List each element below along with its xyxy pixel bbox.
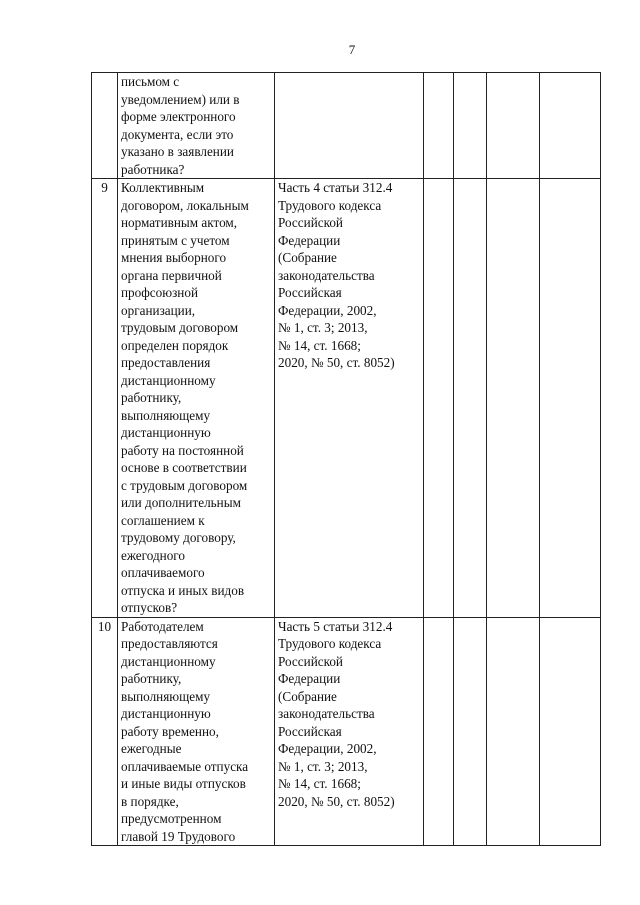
answer-no-cell — [454, 73, 487, 179]
note-cell — [540, 179, 601, 618]
answer-no-cell — [454, 617, 487, 846]
question-line: или дополнительным — [121, 495, 241, 510]
question-line: принятым с учетом — [121, 232, 230, 248]
checklist-table — [91, 72, 601, 846]
row-number — [92, 73, 118, 179]
answer-no-cell — [454, 179, 487, 618]
question-line: в порядке, — [121, 793, 179, 809]
question-line: дистанционному — [121, 372, 216, 388]
question-line: указано в заявлении — [121, 144, 234, 159]
table-row — [92, 617, 601, 846]
question-line: работнику, — [121, 390, 182, 405]
question-line: соглашением к — [121, 512, 205, 528]
reference-line: Часть 4 статьи 312.4 — [278, 180, 393, 195]
question-line: органа первичной — [121, 267, 222, 283]
answer-na-cell — [487, 73, 540, 179]
row-number: 10 — [92, 617, 118, 846]
question-line: профсоюзной — [121, 285, 199, 300]
reference-line: Федерации, 2002, — [278, 741, 377, 756]
question-line: предусмотренном — [121, 811, 222, 826]
reference-line: законодательства — [278, 706, 375, 721]
question-line: уведомлением) или в — [121, 91, 240, 107]
reference-line: Трудового кодекса — [278, 197, 382, 213]
reference-line: Трудового кодекса — [278, 636, 382, 651]
question-line: документа, если это — [121, 126, 234, 142]
answer-yes-cell — [424, 73, 454, 179]
question-line: письмом с — [121, 74, 180, 89]
reference-line: (Собрание — [278, 250, 337, 265]
question-line: оплачиваемого — [121, 565, 205, 580]
note-cell — [540, 617, 601, 846]
question-line: Коллективным — [121, 180, 205, 195]
question-line: отпусков? — [121, 600, 178, 615]
table-row — [92, 73, 601, 179]
question-line: основе в соответствии — [121, 460, 247, 475]
reference-line: Российская — [278, 723, 342, 739]
question-line: дистанционному — [121, 653, 216, 669]
reference-line: 2020, № 50, ст. 8052) — [278, 793, 395, 809]
question-line: предоставляются — [121, 636, 218, 651]
question-line: главой 19 Трудового — [121, 828, 236, 844]
row-number: 9 — [92, 179, 118, 618]
question-line: форме электронного — [121, 109, 236, 124]
legal-reference-cell — [275, 73, 424, 179]
question-line: дистанционную — [121, 706, 211, 721]
question-line: ежегодного — [121, 547, 185, 563]
question-line: работу на постоянной — [121, 442, 244, 458]
answer-na-cell — [487, 179, 540, 618]
reference-line: Российской — [278, 215, 343, 230]
page-number: 7 — [348, 42, 356, 57]
question-line: предоставления — [121, 355, 211, 370]
reference-line: Часть 5 статьи 312.4 — [278, 618, 393, 634]
reference-line: № 1, ст. 3; 2013, — [278, 758, 368, 774]
question-line: определен порядок — [121, 337, 229, 353]
question-cell — [118, 179, 275, 618]
answer-yes-cell — [424, 179, 454, 618]
reference-line: № 1, ст. 3; 2013, — [278, 320, 368, 335]
note-cell — [540, 73, 601, 179]
answer-na-cell — [487, 617, 540, 846]
reference-line: Федерации — [278, 232, 341, 248]
legal-reference-cell — [275, 617, 424, 846]
reference-line: Российская — [278, 285, 342, 300]
question-line: Работодателем — [121, 618, 204, 634]
reference-line: 2020, № 50, ст. 8052) — [278, 355, 395, 370]
question-cell — [118, 617, 275, 846]
legal-reference-cell — [275, 179, 424, 618]
question-line: дистанционную — [121, 425, 211, 440]
question-line: трудовому договору, — [121, 530, 236, 545]
question-line: мнения выборного — [121, 250, 227, 265]
reference-line: Федерации — [278, 671, 341, 686]
question-line: работника? — [121, 161, 185, 177]
question-line: с трудовым договором — [121, 477, 248, 493]
question-line: отпуска и иных видов — [121, 582, 245, 598]
reference-line: Федерации, 2002, — [278, 302, 377, 318]
question-line: работнику, — [121, 671, 182, 686]
question-line: организации, — [121, 302, 196, 318]
table-row — [92, 179, 601, 618]
question-line: выполняющему — [121, 407, 211, 423]
question-line: договором, локальным — [121, 197, 249, 213]
question-line: нормативным актом, — [121, 215, 238, 230]
question-line: и иные виды отпусков — [121, 776, 246, 791]
reference-line: № 14, ст. 1668; — [278, 337, 361, 353]
question-line: выполняющему — [121, 688, 211, 704]
reference-line: № 14, ст. 1668; — [278, 776, 361, 791]
table-body — [92, 73, 601, 846]
answer-yes-cell — [424, 617, 454, 846]
reference-line: (Собрание — [278, 688, 337, 704]
reference-line: Российской — [278, 653, 343, 669]
question-line: ежегодные — [121, 741, 182, 756]
question-line: трудовым договором — [121, 320, 239, 335]
question-line: работу временно, — [121, 723, 219, 739]
question-cell — [118, 73, 275, 179]
reference-line: законодательства — [278, 267, 375, 283]
question-line: оплачиваемые отпуска — [121, 758, 249, 774]
